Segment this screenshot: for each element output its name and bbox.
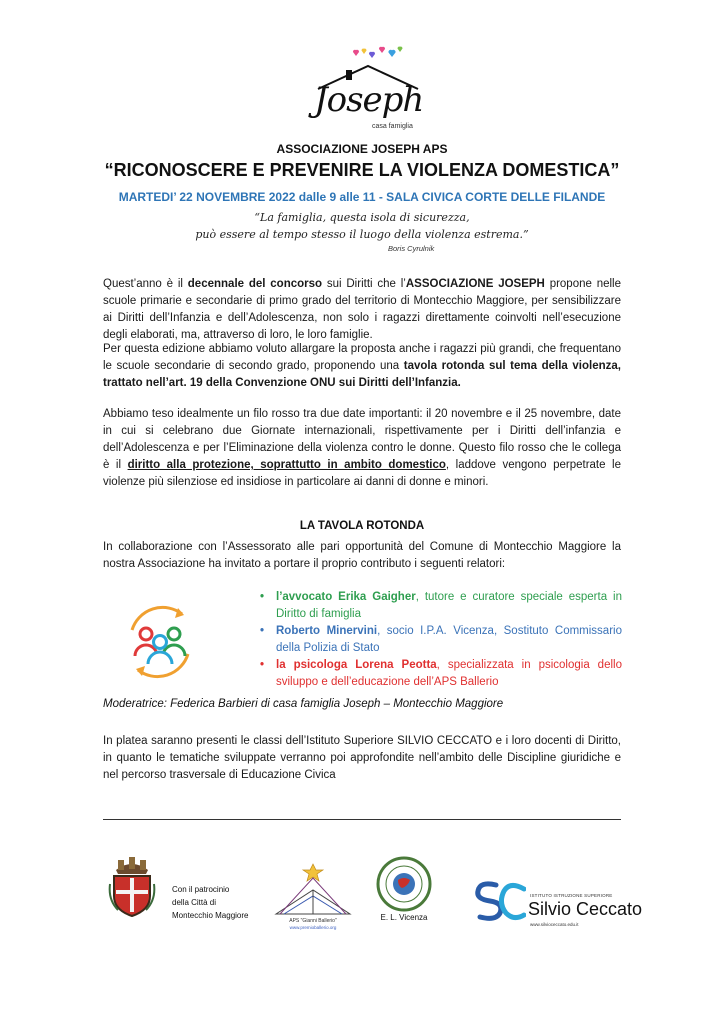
logo-subtitle: casa famiglia (372, 123, 413, 130)
patronage-text (172, 883, 248, 922)
text-run: Abbiamo teso idealmente un filo rosso tra due date importanti: il 20 novembre e il 25 novembre, date in cui si celebrano due Giornate internazionali, rispettivamente per i Diritti dell’infanzia e dell’Adolescenza e per l’Eliminazione della violenza contro le donne. Questo filo rosso che le collega è il (103, 408, 621, 471)
quote-author: Boris Cyrulnik (388, 244, 435, 253)
el-vicenza-caption: E. L. Vicenza (380, 913, 428, 922)
city-crest-icon (108, 856, 156, 918)
speaker-item (260, 623, 622, 657)
text-run-bold: tavola rotonda sul tema della violenza, trattato nell’art. 19 della Convenzione ONU sui Diritti dell’Infanzia. (103, 360, 621, 389)
speaker-list (260, 589, 622, 691)
intro-paragraph-1 (103, 276, 621, 344)
bullet: • (260, 659, 265, 671)
event-date-line: MARTEDI’ 22 NOVEMBRE 2022 dalle 9 alle 11 - SALA CIVICA CORTE DELLE FILANDE (118, 190, 606, 204)
moderator-line: Moderatrice: Federica Barbieri di casa famiglia Joseph – Montecchio Maggiore (103, 698, 504, 710)
text-run: In platea saranno presenti le classi dell’Istituto Superiore (103, 735, 398, 747)
aps-ballerio-logo (270, 856, 356, 918)
text-run-school: SILVIO CECCATO (397, 735, 493, 747)
section-title-round-table: LA TAVOLA ROTONDA (299, 520, 425, 532)
speaker-description: , specializzata in psicologia dello sviluppo e dell’educazione dell’APS Ballerio (276, 659, 622, 688)
closing-paragraph (103, 733, 621, 784)
people-cycle-icon (118, 600, 202, 684)
text-run-bold-underlined: diritto alla protezione, soprattutto in ambito domestico (127, 459, 446, 471)
speaker-item (260, 589, 622, 623)
quote-line-1: “La famiglia, questa isola di sicurezza, (254, 211, 470, 224)
association-name: ASSOCIAZIONE JOSEPH APS (276, 142, 448, 156)
sc-url: www.silvioceccato.edu.it (530, 922, 579, 927)
sc-institute-label: ISTITUTO ISTRUZIONE SUPERIORE (530, 893, 613, 898)
speaker-name: la psicologa Lorena Peotta (276, 659, 437, 671)
text-run: sui Diritti che l’ (322, 278, 406, 290)
logo-wordmark: Joseph (314, 80, 424, 120)
quote (0, 209, 724, 243)
patronage-line-1: Con il patrocinio (172, 885, 230, 894)
intro-paragraph-3 (103, 406, 621, 491)
text-run-bold: ASSOCIAZIONE JOSEPH (405, 278, 545, 290)
intro-paragraph-2 (103, 341, 621, 392)
patronage-line-3: Montecchio Maggiore (172, 911, 249, 920)
aps-url: www.premioballerio.org (289, 925, 337, 930)
speaker-description: , socio I.P.A. Vicenza, Sostituto Commissario della Polizia di Stato (276, 625, 622, 654)
text-run-bold: decennale del concorso (187, 278, 323, 290)
aps-caption: APS "Gianni Ballerio" (289, 918, 337, 924)
speaker-item (260, 657, 622, 691)
speaker-description: , tutore e curatore speciale esperta in Diritto di famiglia (276, 591, 622, 620)
speaker-name: Roberto Minervini (276, 625, 378, 637)
page-title: “RICONOSCERE E PREVENIRE LA VIOLENZA DOMESTICA” (104, 160, 620, 180)
el-vicenza-emblem (376, 856, 432, 912)
speaker-name: l’avvocato Erika Gaigher (276, 591, 416, 603)
text-run: propone nelle scuole primarie e secondarie di primo grado del territorio di Montecchio Maggiore, per sensibilizzare ai Diritti dell’Infanzia e dell’Adolescenza, non solo i ragazzi direttamente coinvolti nell’esecuzione degli elaborati, ma, attraverso di loro, le loro famiglie. (103, 278, 622, 341)
patronage-line-2: della Città di (172, 898, 217, 907)
sc-name: Silvio Ceccato (528, 899, 643, 919)
silvio-ceccato-logo (466, 877, 526, 927)
bullet: • (260, 591, 265, 603)
text-run: Per questa edizione abbiamo voluto allargare la proposta anche i ragazzi più grandi, che frequentano le scuole secondarie di secondo grado, proponendo una (103, 343, 621, 372)
bullet: • (260, 625, 265, 637)
text-run: , laddove vengono perpetrate le violenze più silenziose ed insidiose in particolare ai danni di donne e minori. (103, 459, 621, 488)
text-run: e i loro docenti di Diritto, in quanto le tematiche sviluppate verranno poi approfondite nell’ambito delle Discipline giuridiche e nel percorso trasversale di Educazione Civica (103, 735, 622, 781)
round-table-intro: In collaborazione con l’Assessorato alle pari opportunità del Comune di Montecchio Maggiore la nostra Associazione ha invitato a portare il proprio contributo i seguenti relatori: (103, 541, 621, 570)
quote-line-2: può essere al tempo stesso il luogo della violenza estrema.” (195, 228, 529, 241)
footer-divider (103, 819, 621, 820)
text-run: Quest’anno è il (103, 278, 188, 290)
